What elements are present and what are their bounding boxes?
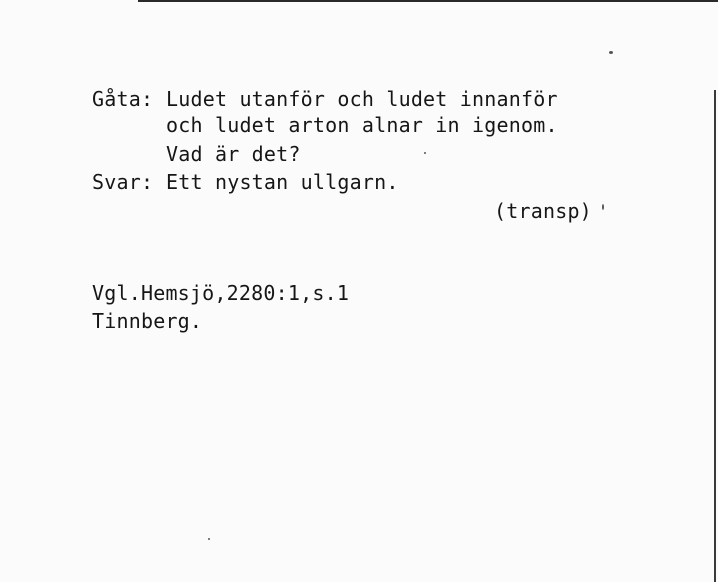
ink-speck: [602, 204, 604, 210]
answer-text: Ett nystan ullgarn.: [166, 170, 399, 194]
source-reference: Vgl.Hemsjö,2280:1,s.1: [92, 281, 350, 305]
riddle-text-3: Vad är det?: [166, 142, 301, 166]
answer-label: Svar:: [92, 170, 154, 194]
riddle-line-1: [92, 87, 558, 111]
transcription-note: (transp): [494, 199, 592, 223]
ink-speck: [208, 538, 210, 540]
ink-speck: [424, 152, 426, 154]
card-right-edge: [714, 90, 716, 582]
ink-speck: [609, 51, 613, 54]
riddle-label: Gåta:: [92, 87, 154, 111]
riddle-text-1: Ludet utanför och ludet innanför: [166, 87, 558, 111]
card-top-edge: [138, 0, 718, 2]
riddle-text-2: och ludet arton alnar in igenom.: [166, 113, 558, 137]
informant-name: Tinnberg.: [92, 309, 203, 333]
answer-line: [92, 170, 399, 194]
